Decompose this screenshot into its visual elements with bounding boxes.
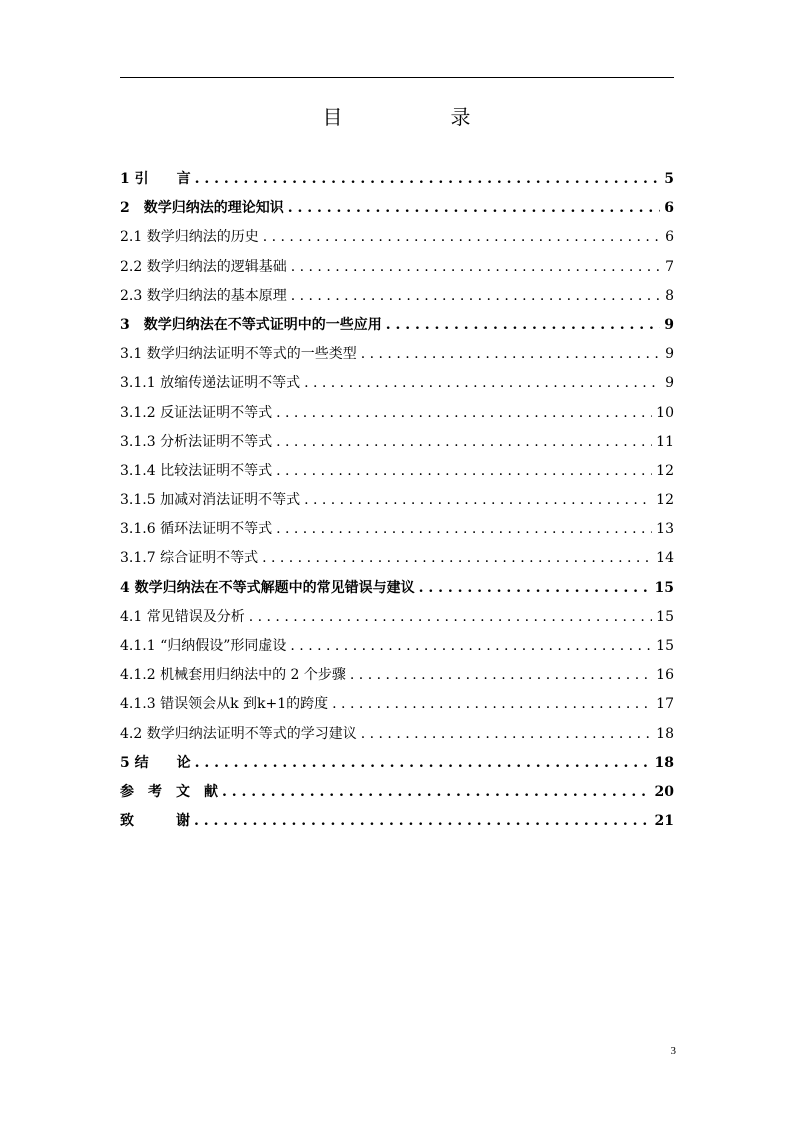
toc-list bbox=[120, 165, 674, 836]
toc-entry-label: 4 数学归纳法在不等式解题中的常见错误与建议 bbox=[120, 579, 415, 596]
toc-title: 目 录 bbox=[322, 105, 515, 129]
toc-entry-label: 3.1.2 反证法证明不等式 bbox=[120, 404, 273, 421]
toc-entry-label: 参 考 文 献 bbox=[120, 783, 218, 800]
toc-entry-page: 5 bbox=[664, 171, 674, 187]
toc-leader-dots bbox=[288, 194, 660, 223]
toc-entry-page: 12 bbox=[656, 462, 674, 479]
toc-entry-label: 4.1.3 错误领会从k 到k+1的跨度 bbox=[120, 696, 329, 713]
toc-entry[interactable] bbox=[120, 690, 674, 719]
page-number: 3 bbox=[670, 1045, 676, 1057]
toc-entry-page: 18 bbox=[656, 725, 674, 742]
toc-leader-dots bbox=[361, 720, 652, 749]
toc-leader-dots bbox=[332, 690, 652, 719]
toc-leader-dots bbox=[249, 603, 652, 632]
toc-entry-page: 7 bbox=[665, 258, 674, 275]
toc-entry[interactable] bbox=[120, 399, 674, 428]
toc-entry-label: 3.1 数学归纳法证明不等式的一些类型 bbox=[120, 346, 357, 363]
toc-entry-page: 6 bbox=[665, 229, 674, 246]
toc-entry-label: 3.1.1 放缩传递法证明不等式 bbox=[120, 375, 301, 392]
toc-entry-label: 2.2 数学归纳法的逻辑基础 bbox=[120, 258, 287, 275]
toc-leader-dots bbox=[276, 399, 652, 428]
toc-entry[interactable] bbox=[120, 253, 674, 282]
toc-entry[interactable] bbox=[120, 369, 674, 398]
toc-entry-label: 4.1.2 机械套用归纳法中的 2 个步骤 bbox=[120, 667, 346, 684]
toc-leader-dots bbox=[304, 486, 652, 515]
toc-entry-page: 6 bbox=[664, 200, 674, 217]
toc-entry-page: 17 bbox=[656, 696, 674, 713]
toc-leader-dots bbox=[291, 253, 660, 282]
toc-entry-label: 2.1 数学归纳法的历史 bbox=[120, 229, 259, 246]
toc-entry[interactable] bbox=[120, 632, 674, 661]
toc-entry-page: 20 bbox=[654, 783, 674, 800]
toc-entry-page: 15 bbox=[656, 608, 674, 625]
toc-entry[interactable] bbox=[120, 807, 674, 836]
toc-entry[interactable] bbox=[120, 457, 674, 486]
toc-entry-page: 18 bbox=[654, 754, 674, 771]
toc-leader-dots bbox=[222, 778, 651, 807]
toc-leader-dots bbox=[386, 311, 660, 340]
toc-leader-dots bbox=[194, 807, 651, 836]
toc-leader-dots bbox=[276, 515, 652, 544]
toc-leader-dots bbox=[304, 369, 660, 398]
toc-leader-dots bbox=[276, 428, 652, 457]
toc-entry[interactable] bbox=[120, 515, 674, 544]
toc-entry-label: 4.1 常见错误及分析 bbox=[120, 608, 245, 625]
toc-entry[interactable] bbox=[120, 486, 674, 515]
toc-entry-page: 9 bbox=[665, 375, 674, 392]
toc-entry[interactable] bbox=[120, 720, 674, 749]
toc-leader-dots bbox=[350, 661, 652, 690]
toc-entry-label: 4.2 数学归纳法证明不等式的学习建议 bbox=[120, 725, 357, 742]
toc-entry[interactable] bbox=[120, 749, 674, 778]
toc-entry-page: 9 bbox=[665, 346, 674, 363]
toc-leader-dots bbox=[291, 282, 660, 311]
toc-leader-dots bbox=[361, 340, 660, 369]
toc-entry-label: 2 数学归纳法的理论知识 bbox=[120, 200, 284, 217]
toc-entry-label: 3.1.7 综合证明不等式 bbox=[120, 550, 259, 567]
toc-leader-dots bbox=[195, 749, 651, 778]
toc-entry-page: 9 bbox=[664, 316, 674, 333]
toc-leader-dots bbox=[419, 574, 651, 603]
toc-entry[interactable] bbox=[120, 165, 674, 194]
toc-entry[interactable] bbox=[120, 574, 674, 603]
toc-entry-label: 3.1.5 加减对消法证明不等式 bbox=[120, 492, 301, 509]
toc-entry-label: 5 结 论 bbox=[120, 754, 191, 771]
toc-entry-page: 21 bbox=[654, 813, 674, 830]
toc-entry-page: 14 bbox=[656, 550, 674, 567]
toc-entry-page: 15 bbox=[656, 638, 674, 654]
toc-entry[interactable] bbox=[120, 428, 674, 457]
toc-entry[interactable] bbox=[120, 661, 674, 690]
toc-entry-label: 3.1.4 比较法证明不等式 bbox=[120, 462, 273, 479]
toc-entry-label: 2.3 数学归纳法的基本原理 bbox=[120, 287, 287, 304]
toc-entry-page: 8 bbox=[665, 287, 674, 304]
toc-entry-page: 11 bbox=[656, 433, 674, 450]
toc-leader-dots bbox=[276, 457, 652, 486]
toc-entry[interactable] bbox=[120, 778, 674, 807]
toc-entry[interactable] bbox=[120, 311, 674, 340]
toc-entry-page: 16 bbox=[656, 667, 674, 684]
toc-entry[interactable] bbox=[120, 544, 674, 573]
toc-leader-dots bbox=[195, 165, 660, 194]
toc-entry-label: 致 谢 bbox=[120, 813, 190, 830]
toc-entry-page: 13 bbox=[656, 521, 674, 538]
toc-leader-dots bbox=[262, 544, 652, 573]
toc-leader-dots bbox=[290, 632, 652, 661]
header-rule bbox=[120, 77, 674, 78]
toc-entry-label: 3 数学归纳法在不等式证明中的一些应用 bbox=[120, 316, 382, 333]
toc-leader-dots bbox=[263, 223, 660, 252]
toc-entry-label: 3.1.3 分析法证明不等式 bbox=[120, 433, 273, 450]
toc-entry[interactable] bbox=[120, 223, 674, 252]
toc-entry-label: 4.1.1 “归纳假设”形同虚设 bbox=[120, 638, 287, 654]
toc-entry-page: 10 bbox=[656, 404, 674, 421]
toc-entry[interactable] bbox=[120, 603, 674, 632]
toc-entry[interactable] bbox=[120, 340, 674, 369]
toc-entry[interactable] bbox=[120, 282, 674, 311]
toc-entry-label: 1 引 言 bbox=[120, 171, 191, 187]
toc-entry-label: 3.1.6 循环法证明不等式 bbox=[120, 521, 273, 538]
toc-entry[interactable] bbox=[120, 194, 674, 223]
toc-entry-page: 15 bbox=[654, 579, 674, 596]
toc-entry-page: 12 bbox=[656, 492, 674, 509]
